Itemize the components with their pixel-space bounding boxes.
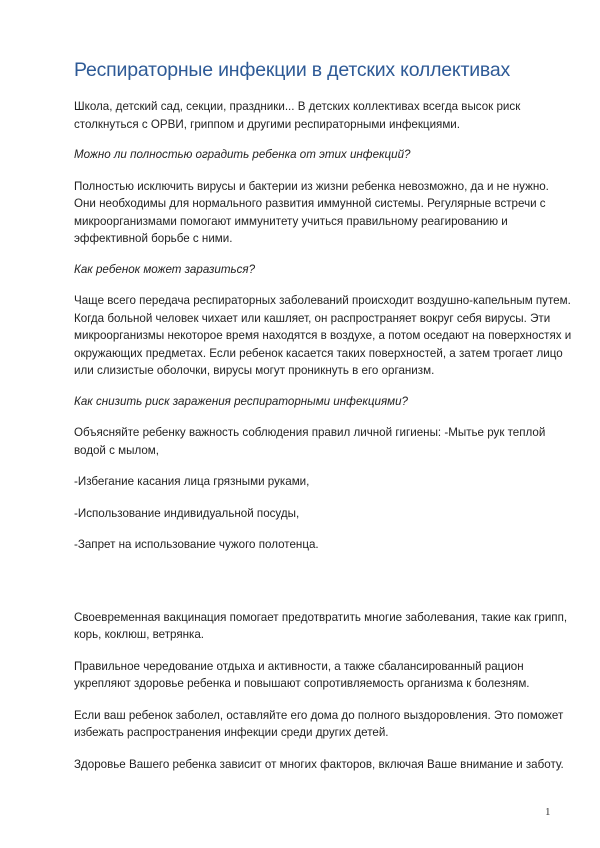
vaccination-paragraph: Своевременная вакцинация помогает предотвратить многие заболевания, такие как грипп, корь, коклюш, ветрянка. — [74, 610, 568, 641]
hygiene-list-item: -Использование индивидуальной посуды, — [74, 506, 300, 520]
page-number: 1 — [545, 806, 551, 818]
hygiene-list-item: -Избегание касания лица грязными руками, — [74, 475, 310, 488]
intro-paragraph: Школа, детский сад, секции, праздники... В детских коллективах всегда высок риск столкнуться с ОРВИ, гриппом и другими респираторными инфекциями. — [74, 100, 521, 131]
question-1: Можно ли полностью оградить ребенка от этих инфекций? — [74, 148, 411, 161]
hygiene-list-item: -Запрет на использование чужого полотенца. — [74, 538, 319, 551]
document-title: Респираторные инфекции в детских коллективах — [74, 59, 511, 81]
question-3: Как снизить риск заражения респираторными инфекциями? — [74, 394, 408, 408]
regimen-paragraph: Правильное чередование отдыха и активности, а также сбалансированный рацион укрепляют здоровье ребенка и повышают сопротивляемость организма к болезням. — [74, 659, 530, 690]
answer-2: Чаще всего передача респираторных заболеваний происходит воздушно-капельным путем. Когда больной человек чихает или кашляет, он распространяет вокруг себя вирусы. Эти микроорганизмы некоторое время находятся в воздухе, а потом оседают на поверхностях и окружающих предметах. Если ребенок касается таких поверхностей, а затем трогает лицо или слизистые оболочки, вирусы могут проникнуть в его организм. — [74, 294, 572, 377]
answer-1: Полностью исключить вирусы и бактерии из жизни ребенка невозможно, да и не нужно. Они необходимы для нормального развития иммунной системы. Регулярные встречи с микроорганизмами помогают иммунитету учиться правильному реагированию и эффективной борьбе с ними. — [74, 179, 549, 245]
question-2: Как ребенок может заразиться? — [74, 262, 256, 276]
answer-3: Объясняйте ребенку важность соблюдения правил личной гигиены: -Мытье рук теплой водой с мылом, — [74, 426, 546, 457]
closing-paragraph: Здоровье Вашего ребенка зависит от многих факторов, включая Ваше внимание и заботу. — [74, 757, 564, 771]
sick-child-paragraph: Если ваш ребенок заболел, оставляйте его дома до полного выздоровления. Это поможет избежать распространения инфекции среди других детей. — [74, 708, 564, 739]
document-body — [74, 58, 574, 773]
